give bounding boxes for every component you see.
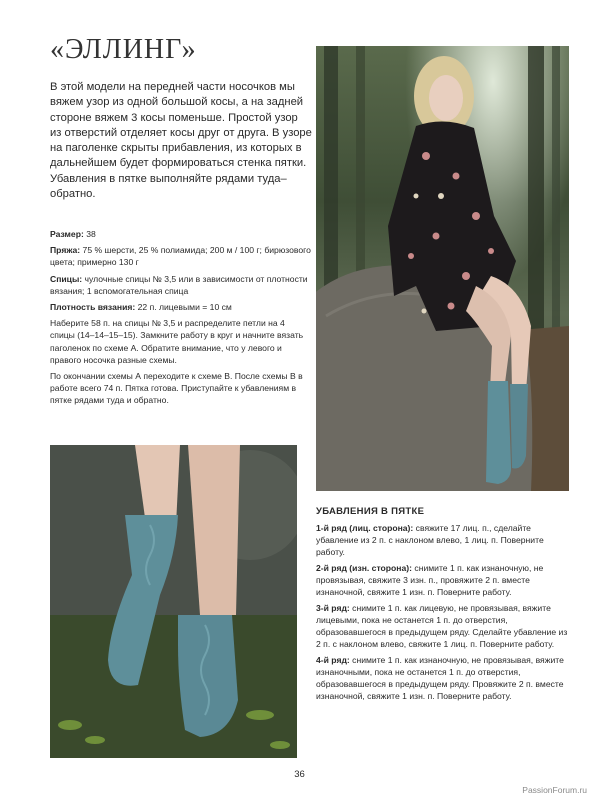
yarn-line bbox=[50, 244, 312, 268]
page-title: «ЭЛЛИНГ» bbox=[50, 34, 197, 65]
row-3-instruction bbox=[316, 602, 572, 650]
yarn-value: 75 % шерсти, 25 % полиамида; 200 м / 100 г; бирюзового цвета; примерно 130 г bbox=[50, 245, 311, 268]
model-photo-illustration bbox=[316, 46, 569, 491]
row-2-label: 2-й ряд (изн. сторона): bbox=[316, 563, 413, 573]
needles-label: Спицы: bbox=[50, 273, 83, 284]
gauge-value: 22 п. лицевыми = 10 см bbox=[135, 302, 232, 313]
needles-value: чулочные спицы № 3,5 или в зависимости от плотности вязания; 1 вспомогательная спица bbox=[50, 273, 308, 296]
row-2-text: снимите 1 п. как изнаночную, не провязывая, свяжите 3 изн. п., провяжите 2 п. вместе изнаночной, свяжите 1 изн. п. Поверните работу. bbox=[316, 563, 544, 597]
intro-paragraph: В этой модели на передней части носочков мы вяжем узор из одной большой косы, а на задней стороне вяжем 3 косы поменьше. Простой узор из отверстий отделяет косы друг от друга. В узоре на паголенке скрыты прибавления, из которых в дальнейшем будет формироваться стенка пятки. Убавления в пятке выполняйте рядами туда–обратно. bbox=[50, 81, 312, 201]
heel-decrease-title: УБАВЛЕНИЯ В ПЯТКЕ bbox=[316, 506, 425, 517]
gauge-line bbox=[50, 301, 312, 313]
size-label: Размер: bbox=[50, 229, 84, 239]
yarn-label: Пряжа: bbox=[50, 245, 81, 256]
row-4-label: 4-й ряд: bbox=[316, 655, 350, 665]
row-2-instruction bbox=[316, 562, 572, 598]
row-4-instruction bbox=[316, 654, 572, 702]
instructions-paragraph-1: Наберите 58 п. на спицы № 3,5 и распределите петли на 4 спицы (14–14–15–15). Замкните работу в круг и начните вязать паголенок по схеме А. Обратите внимание, что у левого и правого носочка разные схемы. bbox=[50, 318, 304, 365]
row-1-text: свяжите 17 лиц. п., сделайте убавление из 2 п. с наклоном влево, 1 лиц. п. Поверните работу. bbox=[316, 523, 544, 557]
gauge-label: Плотность вязания: bbox=[50, 302, 136, 313]
instructions-paragraph-2: По окончании схемы А переходите к схеме В. После схемы В в работе всего 74 п. Пятка готова. Приступайте к убавлениям в пятке рядами туда и обратно. bbox=[50, 371, 303, 406]
model-photo bbox=[316, 46, 569, 491]
heel-decrease-rows bbox=[316, 522, 572, 706]
size-line bbox=[50, 228, 312, 240]
row-1-label: 1-й ряд (лиц. сторона): bbox=[316, 523, 414, 533]
row-1-instruction bbox=[316, 522, 572, 558]
page-number: 36 bbox=[294, 769, 305, 780]
row-3-text: снимите 1 п. как лицевую, не провязывая, вяжите лицевыми, пока не останется 1 п. до отверстия, образовавшегося в предыдущем ряду. Сделайте убавление из 2 п. с наклоном влево, свяжите 1 лиц. п. Поверните работу. bbox=[316, 603, 568, 649]
socks-closeup-photo bbox=[50, 445, 297, 758]
row-4-text: снимите 1 п. как изнаночную, не провязывая, вяжите изнаночными, пока не останется 1 п. до отверстия, образовавшегося в предыдущем ряду. Провяжите 2 п. вместе изнаночной, свяжите 1 изн. п. Поверните работу. bbox=[316, 655, 564, 701]
row-3-label: 3-й ряд: bbox=[316, 603, 350, 613]
size-value: 38 bbox=[83, 229, 96, 239]
needles-line bbox=[50, 273, 312, 297]
socks-closeup-illustration bbox=[50, 445, 297, 758]
watermark: PassionForum.ru bbox=[522, 785, 587, 795]
specs-block bbox=[50, 228, 312, 411]
